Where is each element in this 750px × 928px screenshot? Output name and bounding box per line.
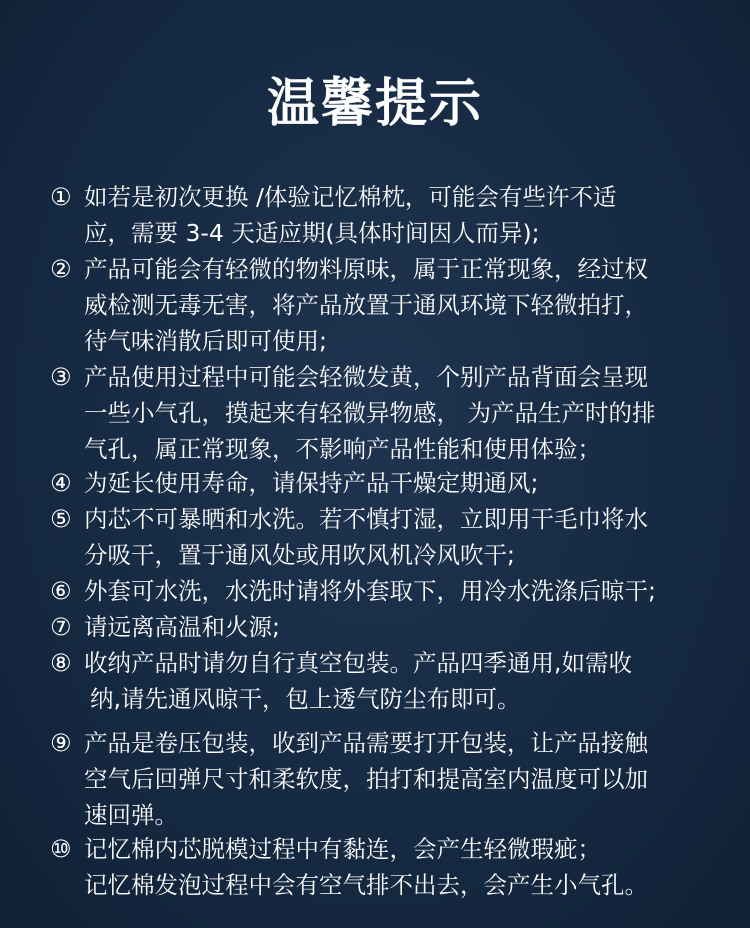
tip-number: ⑨ <box>50 729 72 757</box>
tip-number: ③ <box>50 363 72 391</box>
tip-line: 一些小气孔，摸起来有轻微异物感， 为产品生产时的排 <box>84 399 656 427</box>
tip-line: 速回弹。 <box>84 801 178 829</box>
tip-line: 纳,请先通风晾干，包上透气防尘布即可。 <box>90 685 521 713</box>
tip-line: 威检测无毒无害，将产品放置于通风环境下轻微拍打， <box>84 291 648 319</box>
page-title: 温馨提示 <box>266 74 483 134</box>
tip-number: ⑥ <box>50 577 72 605</box>
tip-line: 外套可水洗，水洗时请将外套取下，用冷水洗涤后晾干; <box>84 577 656 605</box>
tip-line: 记忆棉发泡过程中会有空气排不出去，会产生小气孔。 <box>84 871 648 899</box>
tip-line: 产品使用过程中可能会轻微发黄，个别产品背面会呈现 <box>84 363 648 391</box>
tip-line: 记忆棉内芯脱模过程中有黏连，会产生轻微瑕疵； <box>84 835 601 863</box>
tip-line: 应，需要 3-4 天适应期(具体时间因人而异); <box>84 219 540 247</box>
tip-line: 分吸干，置于通风处或用吹风机冷风吹干; <box>84 541 515 569</box>
tip-line: 为延长使用寿命，请保持产品干燥定期通风; <box>84 469 539 497</box>
tip-number: ④ <box>50 469 72 497</box>
tip-number: ① <box>50 183 72 211</box>
tip-line: 空气后回弹尺寸和柔软度，拍打和提高室内温度可以加 <box>84 765 648 793</box>
tip-line: 气孔，属正常现象，不影响产品性能和使用体验； <box>84 435 601 463</box>
tip-line: 如若是初次更换 /体验记忆棉枕，可能会有些许不适 <box>84 183 617 211</box>
tip-line: 产品可能会有轻微的物料原味，属于正常现象，经过权 <box>84 255 648 283</box>
tip-line: 收纳产品时请勿自行真空包装。产品四季通用,如需收 <box>84 649 632 677</box>
tip-number: ⑤ <box>50 505 72 533</box>
tip-number: ⑦ <box>50 613 72 641</box>
tip-line: 待气味消散后即可使用; <box>84 327 327 355</box>
tip-number: ⑧ <box>50 649 72 677</box>
tip-number: ② <box>50 255 72 283</box>
tip-line: 产品是卷压包装，收到产品需要打开包装，让产品接触 <box>84 729 648 757</box>
tip-line: 内芯不可暴晒和水洗。若不慎打湿，立即用干毛巾将水 <box>84 505 648 533</box>
tip-number: ⑩ <box>50 835 72 863</box>
tip-line: 请远离高温和火源; <box>84 613 280 641</box>
